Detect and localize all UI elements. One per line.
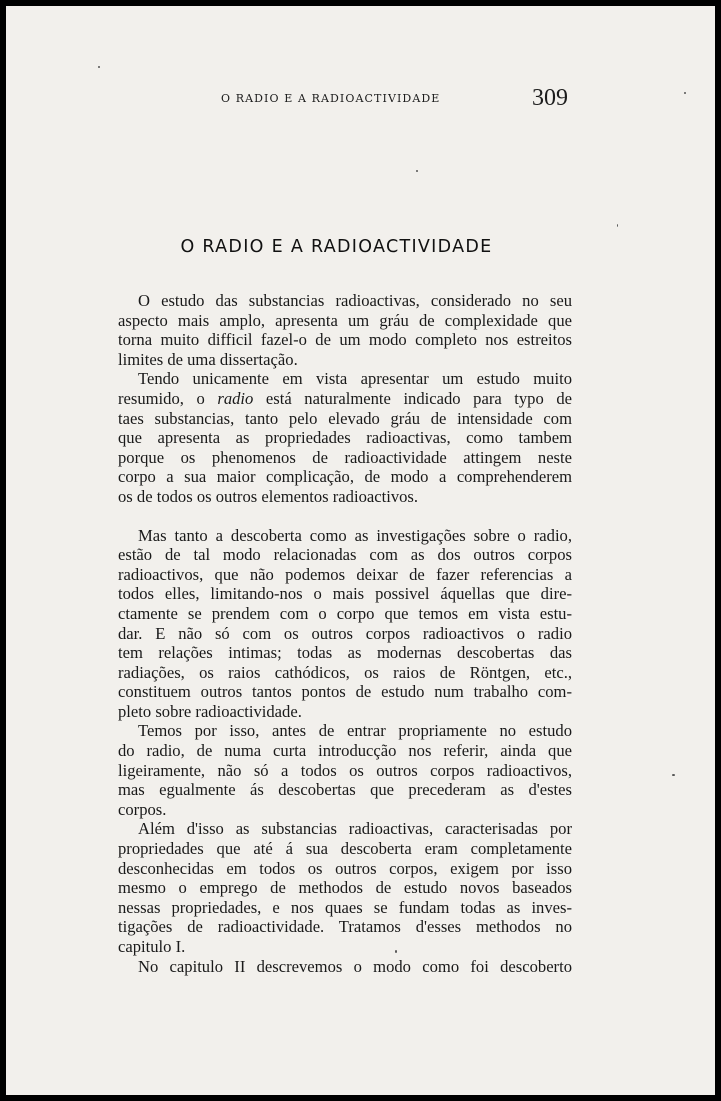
- paper-speck: [672, 774, 675, 776]
- text-line: [98, 389, 572, 409]
- paper-speck: [416, 170, 418, 172]
- text-line: ligeiramente, não só a todos os outros corpos radioactivos,: [118, 760, 572, 780]
- paper-speck: [98, 66, 100, 68]
- text-line: os de todos os outros elementos radioactivos.: [118, 486, 419, 506]
- page-number: 309: [532, 85, 568, 111]
- text-line: mesmo o emprego de methodos de estudo novos baseados: [118, 878, 572, 898]
- paper-speck: [684, 92, 686, 94]
- paper-speck: [617, 224, 618, 227]
- text-line: Tendo unicamente em vista apresentar um estudo muito: [138, 369, 572, 389]
- text-line: radiações, os raios cathódicos, os raios de Röntgen, etc.,: [118, 662, 572, 682]
- paragraph-2: [98, 369, 572, 506]
- text-line: Temos por isso, antes de entrar propriamente no estudo: [138, 721, 572, 741]
- text-line: desconhecidas em todos os outros corpos, exigem por isso: [118, 858, 572, 878]
- text-line: dar. E não só com os outros corpos radioactivos o radio: [118, 623, 572, 643]
- text-line: mas egualmente ás descobertas que precederam as d'estes: [118, 780, 572, 800]
- text-line: Mas tanto a descoberta como as investigações sobre o radio,: [138, 525, 572, 545]
- text-fragment: resumido, o: [118, 388, 205, 408]
- text-line: corpo a sua maior complicação, de modo a comprehenderem: [118, 467, 572, 487]
- text-line: porque os phenomenos de radioactividade attingem neste: [118, 447, 572, 467]
- paragraph-6: [98, 957, 572, 977]
- text-line: que apresenta as propriedades radioactivas, como tambem: [118, 428, 572, 448]
- text-line: todos elles, limitando-nos o mais possivel áquellas que dire-: [118, 584, 572, 604]
- paragraph-1: [98, 291, 572, 369]
- text-line: propriedades que até á sua descoberta eram completamente: [118, 839, 572, 859]
- paragraph-4: [98, 721, 572, 819]
- paper-speck: [395, 950, 397, 953]
- text-line: tem relações intimas; todas as modernas descobertas das: [118, 643, 572, 663]
- text-line: corpos.: [118, 799, 167, 819]
- text-line: constituem outros tantos pontos de estudo num trabalho com-: [118, 682, 572, 702]
- text-line: aspecto mais amplo, apresenta um gráu de complexidade que: [118, 310, 572, 330]
- text-line: ctamente se prendem com o corpo que temos em vista estu-: [118, 603, 572, 623]
- text-line: limites de uma dissertação.: [118, 349, 298, 369]
- text-line: estão de tal modo relacionadas com as dos outros corpos: [118, 545, 572, 565]
- book-page: [6, 6, 715, 1095]
- text-line: pleto sobre radioactividade.: [118, 701, 302, 721]
- text-line: tigações de radioactividade. Tratamos d'esses methodos no: [118, 917, 572, 937]
- text-line: taes substancias, tanto pelo elevado gráu de intensidade com: [118, 408, 572, 428]
- running-title: O RADIO E A RADIOACTIVIDADE: [221, 92, 441, 105]
- text-line: capitulo I.: [118, 937, 186, 956]
- text-line: No capitulo II descrevemos o modo como foi descoberto: [138, 956, 572, 976]
- text-line: Além d'isso as substancias radioactivas, caracterisadas por: [138, 819, 572, 839]
- text-line: nessas propriedades, e nos quaes se fundam todas as inves-: [118, 897, 572, 917]
- text-line: do radio, de numa curta introducção nos referir, ainda que: [118, 741, 572, 761]
- chapter-title: O RADIO E A RADIOACTIVIDADE: [180, 237, 493, 257]
- paragraph-3: [98, 526, 572, 722]
- italic-term: radio: [217, 388, 254, 408]
- text-fragment: está naturalmente indicado para typo de: [265, 388, 572, 408]
- running-head: [6, 85, 715, 112]
- body-text: [98, 291, 572, 976]
- text-line: radioactivos, que não podemos deixar de fazer referencias a: [118, 564, 572, 584]
- text-line: torna muito difficil fazel-o de um modo completo nos estreitos: [118, 330, 572, 350]
- text-line: O estudo das substancias radioactivas, considerado no seu: [138, 291, 572, 310]
- paragraph-5: [98, 819, 572, 956]
